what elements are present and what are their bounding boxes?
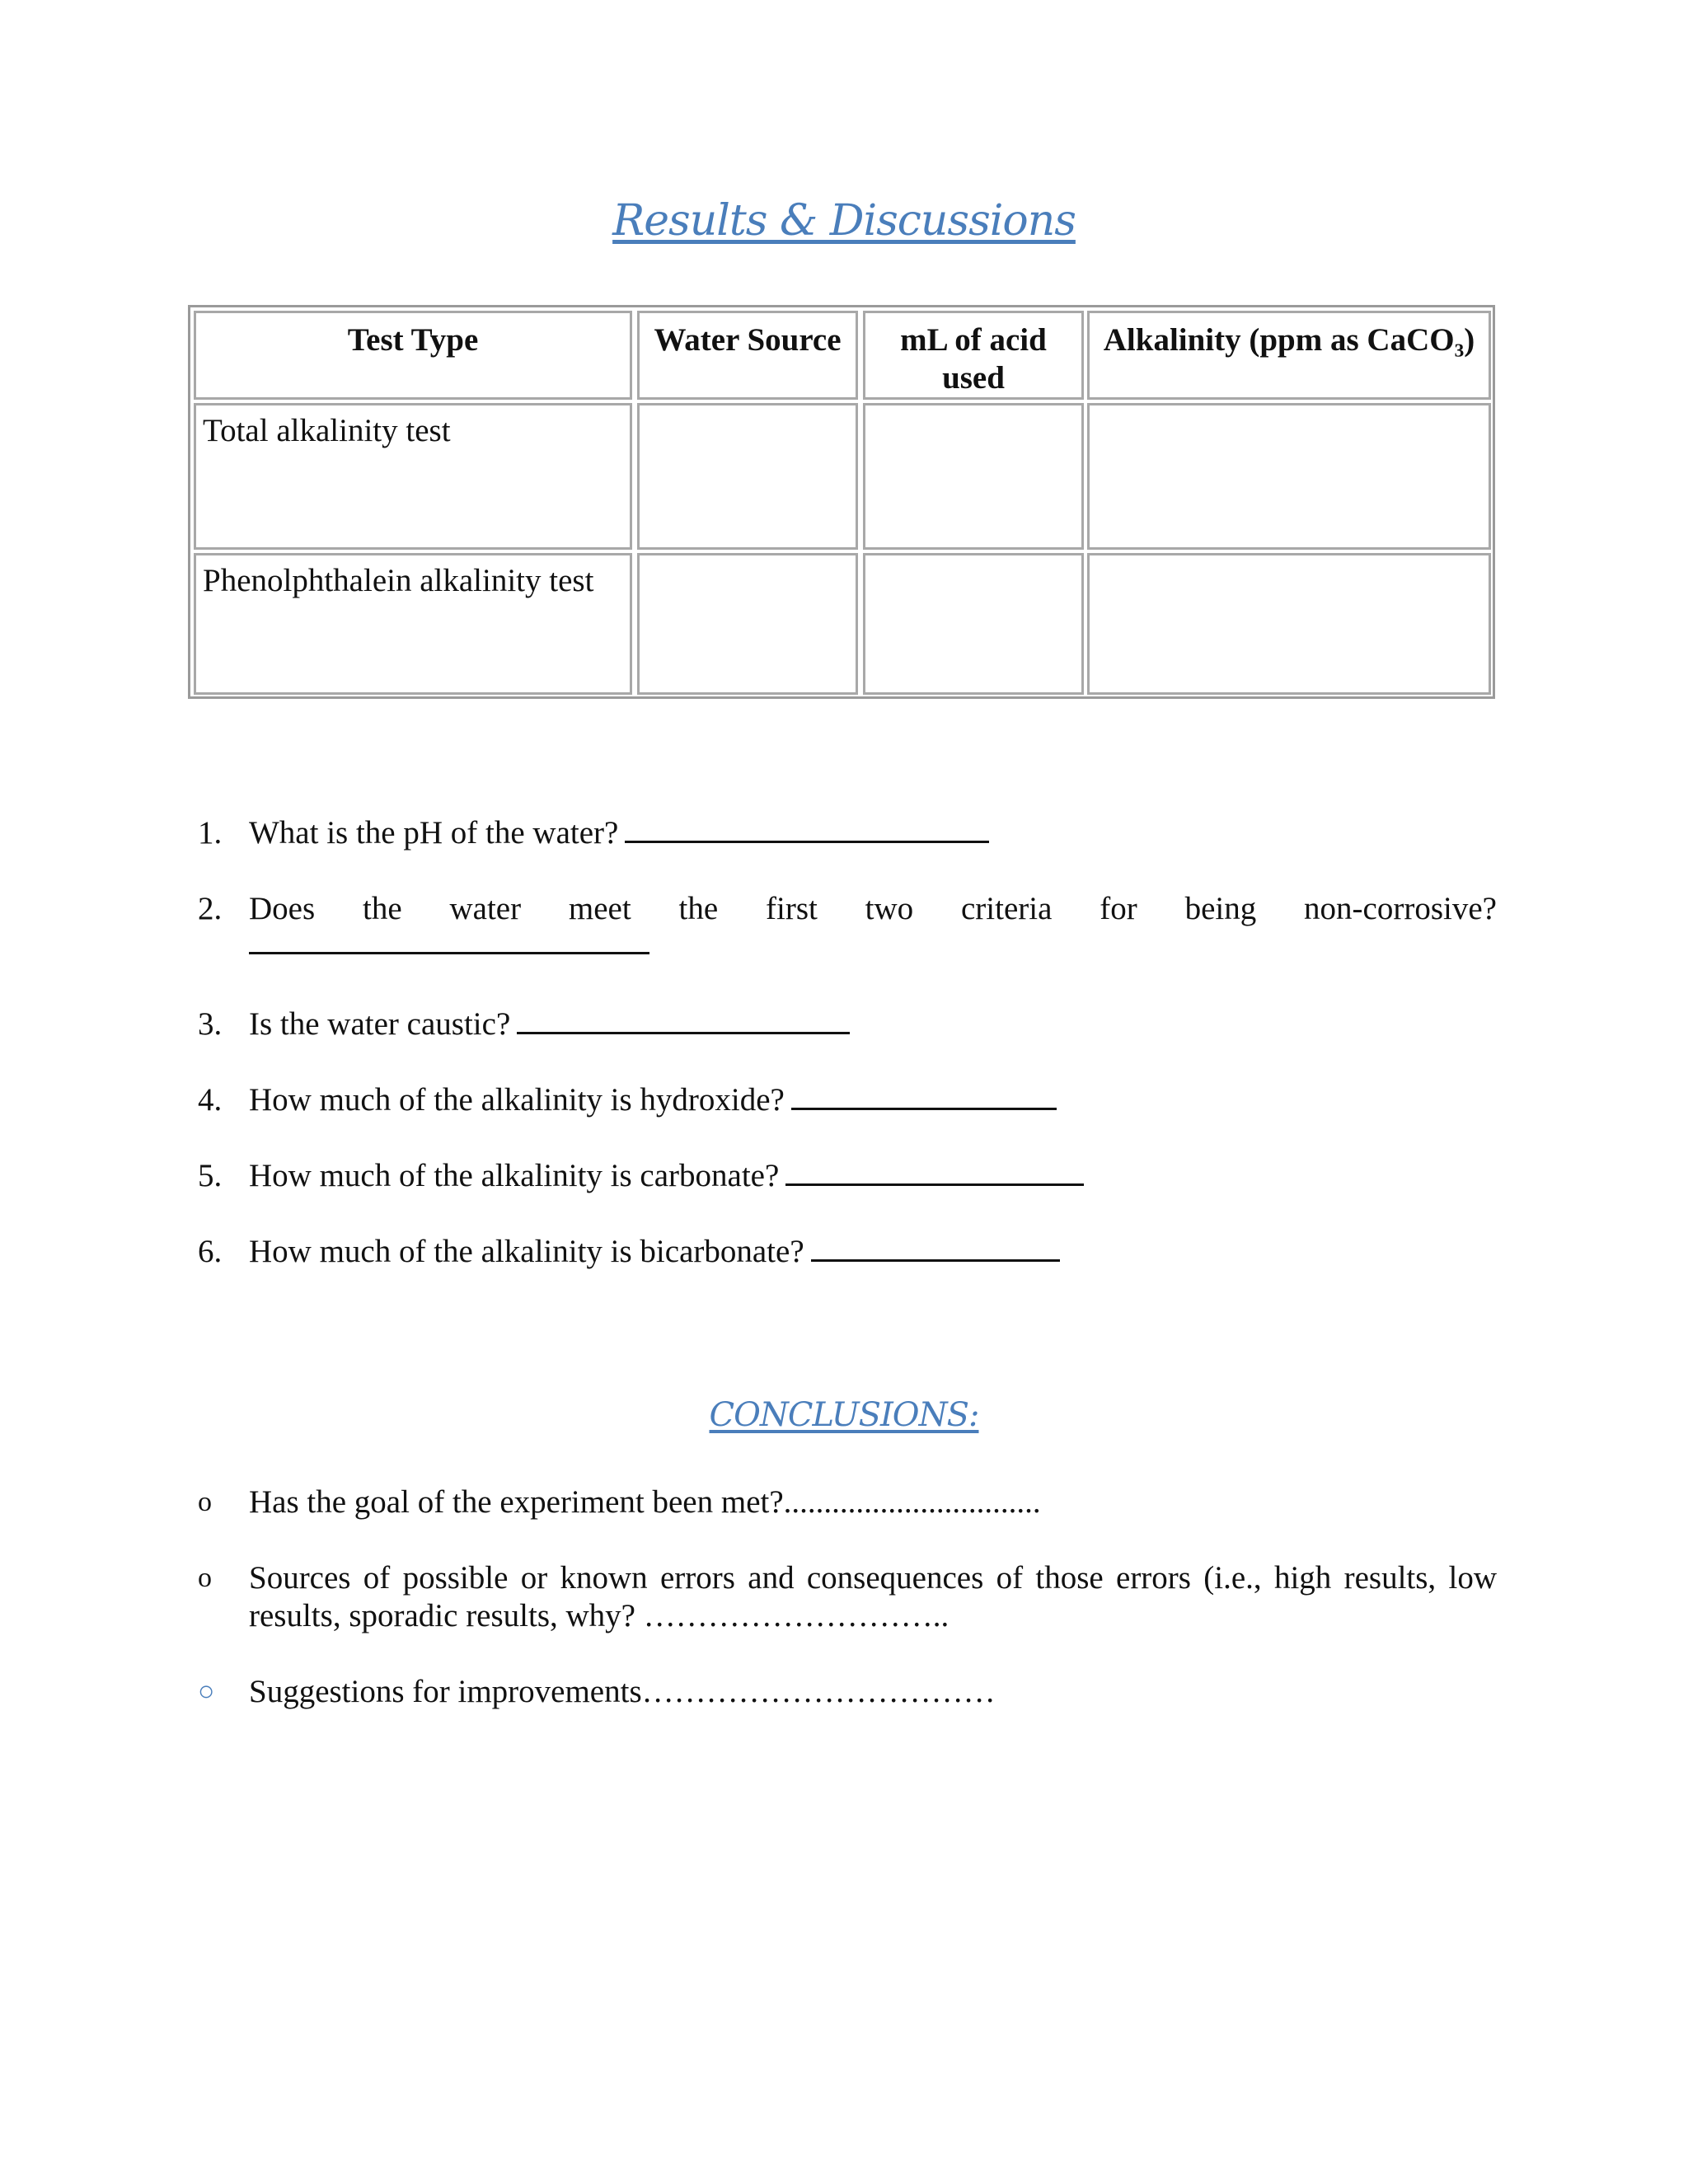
table-row-2-test-type: Phenolphthalein alkalinity test: [194, 553, 632, 695]
conclusion-text: Has the goal of the experiment been met?................................: [249, 1484, 1041, 1520]
question-word: Does: [249, 891, 316, 926]
table-row-2-water-source[interactable]: [637, 553, 858, 695]
question-number: 6.: [198, 1234, 223, 1269]
header-water-source: Water Source: [637, 311, 858, 400]
question-number: 5.: [198, 1158, 223, 1193]
question-text: How much of the alkalinity is bicarbonate?: [249, 1234, 804, 1269]
answer-blank[interactable]: [249, 927, 649, 954]
question-word: first: [766, 891, 818, 926]
bullet-circle-icon: o: [198, 1487, 212, 1517]
answer-blank[interactable]: [791, 1083, 1057, 1110]
page-title: Results & Discussions: [612, 196, 1076, 246]
results-table: [188, 305, 1495, 699]
question-text: How much of the alkalinity is hydroxide?: [249, 1082, 785, 1118]
question-text: [249, 890, 1497, 927]
header-ml-acid: mL of acid used: [863, 311, 1084, 400]
question-word: meet: [568, 891, 631, 926]
question-text: How much of the alkalinity is carbonate?: [249, 1158, 780, 1193]
question-word: criteria: [961, 891, 1053, 926]
conclusion-text: Suggestions for improvements……………………………: [249, 1674, 996, 1709]
table-row-2-alkalinity[interactable]: [1087, 553, 1491, 695]
table-row-1-alkalinity[interactable]: [1087, 403, 1491, 550]
conclusion-text: Sources of possible or known errors and consequences of those errors (i.e., high results, low results, sporadic results, why? ………………………..: [249, 1560, 1497, 1633]
question-word: two: [865, 891, 914, 926]
header-test-type: Test Type: [194, 311, 632, 400]
table-row-2-ml-acid[interactable]: [863, 553, 1084, 695]
question-word: the: [678, 891, 719, 926]
question-number: 4.: [198, 1082, 223, 1118]
question-word: water: [449, 891, 522, 926]
question-text: What is the pH of the water?: [249, 815, 619, 851]
bullet-circle-icon: o: [198, 1563, 212, 1593]
table-row-1-ml-acid[interactable]: [863, 403, 1084, 550]
answer-blank[interactable]: [517, 1007, 850, 1034]
question-number: 3.: [198, 1006, 223, 1042]
answer-blank[interactable]: [811, 1235, 1060, 1262]
answer-blank[interactable]: [625, 816, 989, 843]
table-row-1-test-type: Total alkalinity test: [194, 403, 632, 550]
question-word: the: [362, 891, 402, 926]
table-row-1-water-source[interactable]: [637, 403, 858, 550]
conclusions-title: CONCLUSIONS:: [709, 1396, 979, 1434]
question-word: being: [1184, 891, 1257, 926]
header-alkalinity: Alkalinity (ppm as CaCO₃): [1087, 311, 1491, 400]
bullet-circle-icon: ○: [198, 1676, 215, 1707]
question-word: for: [1100, 891, 1137, 926]
question-number: 2.: [198, 891, 223, 926]
answer-blank[interactable]: [785, 1159, 1084, 1186]
question-number: 1.: [198, 815, 223, 851]
question-word: non-corrosive?: [1304, 891, 1497, 926]
question-text: Is the water caustic?: [249, 1006, 511, 1042]
